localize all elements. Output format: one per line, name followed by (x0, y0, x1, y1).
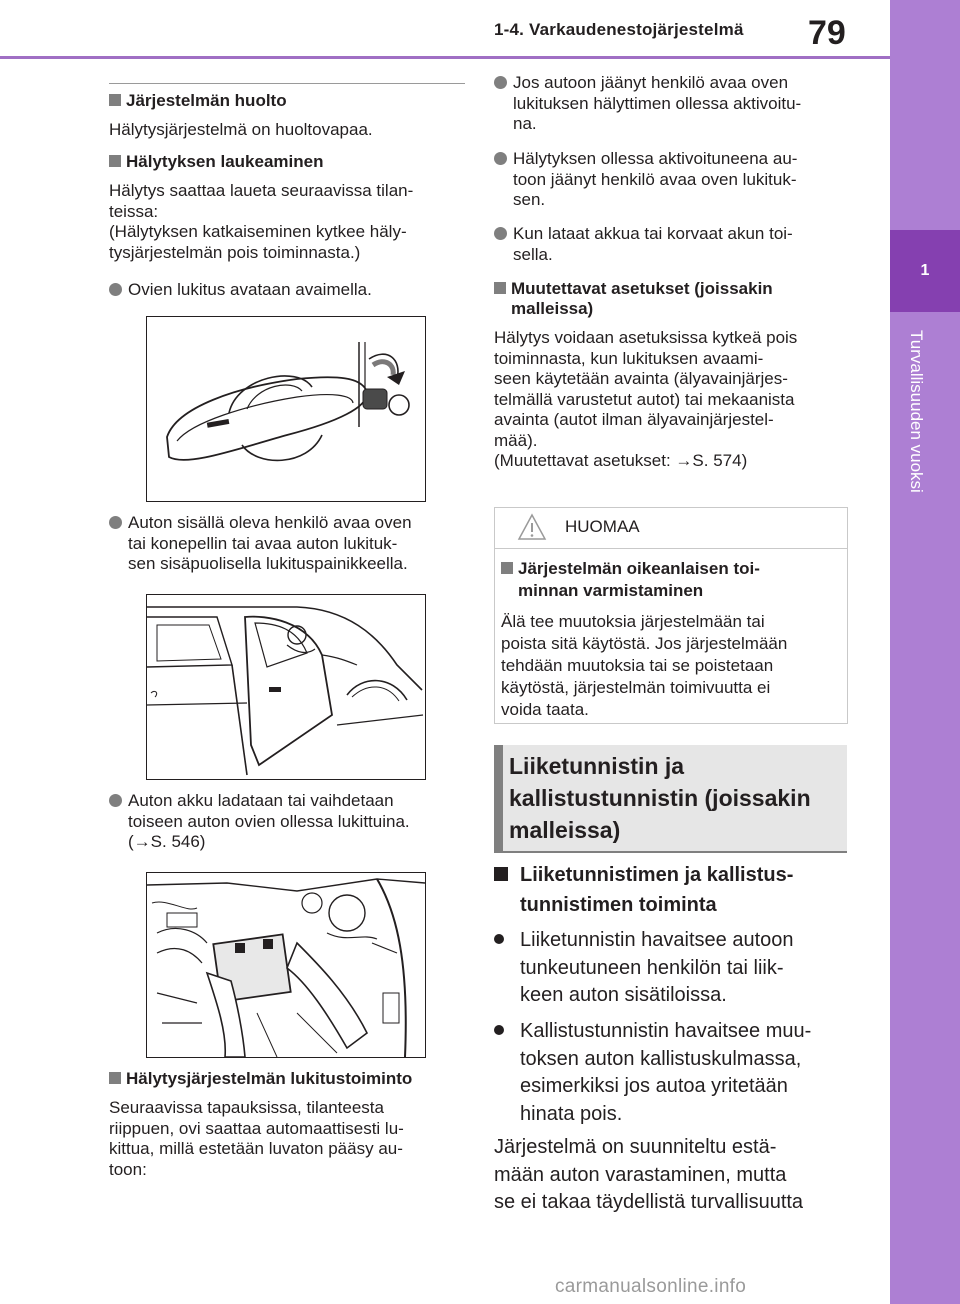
page-number: 79 (808, 14, 846, 52)
car-open-door-illustration (146, 594, 426, 780)
round-bullet-icon (494, 227, 507, 240)
notice-title: HUOMAA (565, 517, 640, 536)
section-maintenance-title: Järjestelmän huolto (109, 91, 467, 111)
round-bullet-icon (109, 283, 122, 296)
round-bullet-icon (494, 152, 507, 165)
bullet-battery-charged: Auton akku ladataan tai vaihdetaan toiseen auton ovien ollessa lukittuina. (→S. 546) (109, 791, 486, 853)
section-header: 1-4. Varkaudenestojärjestelmä (494, 20, 744, 39)
section-customization-body: Hälytys voidaan asetuksissa kytkeä pois toiminnasta, kun lukituksen avaami- seen käytetään avainta (älyavainjärjes- telmällä varustetut autot) tai mekaanista avainta (autot ilman älyavainjärjestel- mää). (Muutettavat asetukset: →S. 574) (494, 328, 798, 470)
square-bullet-icon (501, 562, 513, 574)
door-handle-key-illustration (146, 316, 426, 502)
header-rule (0, 56, 890, 59)
warning-triangle-icon (517, 513, 547, 541)
notice-box (494, 507, 848, 724)
notice-body: Älä tee muutoksia järjestelmään tai poista sitä käytöstä. Jos järjestelmään tehdään muutoksia tai se poistetaan käytöstä, järjestelmän toimivuutta ei voida taata. (501, 612, 788, 719)
chapter-label (906, 330, 930, 550)
section-maintenance-body: Hälytysjärjestelmä on huoltovapaa. (109, 120, 373, 139)
round-bullet-icon (494, 1025, 504, 1035)
chapter-label-text: Turvallisuuden vuoksi (907, 330, 926, 493)
heading-accent-bar (494, 745, 503, 851)
bullet-tilt-sensor: Kallistustunnistin havaitsee muu- toksen auton kallistuskulmassa, esimerkiksi jos autoa yritetään hinata pois. (494, 1018, 880, 1128)
round-bullet-icon (109, 794, 122, 807)
square-bullet-icon (109, 155, 121, 167)
round-bullet-icon (109, 516, 122, 529)
section-triggering-title: Hälytyksen laukeaminen (109, 152, 467, 172)
motion-sensor-body: Järjestelmä on suunniteltu estä- mään auton varastaminen, mutta se ei takaa täydellistä turvallisuutta (494, 1136, 804, 1213)
notice-header (495, 508, 847, 549)
round-bullet-icon (494, 76, 507, 89)
bullet-unlock-key: Ovien lukitus avataan avaimella. (109, 280, 486, 301)
square-bullet-icon (109, 1072, 121, 1084)
section-auto-lock-body: Seuraavissa tapauksissa, tilanteesta riippuen, ovi saattaa automaattisesti lu- kittua, millä estetään luvaton pääsy au- toon: (109, 1098, 404, 1179)
section-triggering-body: Hälytys saattaa laueta seuraavissa tilan- teissa: (Hälytyksen katkaiseminen kytkee häly- tysjärjestelmän pois toiminnasta.) (109, 181, 414, 262)
watermark: carmanualsonline.info (555, 1276, 747, 1297)
section-auto-lock-title: Hälytysjärjestelmän lukitustoiminto (109, 1069, 467, 1089)
left-top-rule (109, 83, 465, 84)
square-bullet-icon (494, 282, 506, 294)
bullet-alarm-activated-opens: Hälytyksen ollessa aktivoituneena au- toon jäänyt henkilö avaa oven lukituk- sen. (494, 149, 873, 211)
bullet-motion-sensor: Liiketunnistin havaitsee autoon tunkeutuneen henkilön tai liik- keen auton sisätiloissa. (494, 927, 880, 1010)
bullet-inside-opens-door: Auton sisällä oleva henkilö avaa oven tai konepellin tai avaa auton lukituk- sen sisäpuolisella lukituspainikkeella. (109, 513, 486, 575)
bullet-charging-battery: Kun lataat akkua tai korvaat akun toi- sella. (494, 224, 873, 265)
section-customization-title: Muutettavat asetukset (joissakin malleissa) (494, 279, 871, 319)
notice-section-title: Järjestelmän oikeanlaisen toi- minnan varmistaminen (501, 558, 858, 602)
motion-sensor-heading: Liiketunnistin ja kallistustunnistin (joissakin malleissa) (509, 753, 811, 843)
motion-sensor-heading-box (494, 745, 847, 853)
section-sensor-operation-title: Liiketunnistimen ja kallistus- tunnistimen toiminta (494, 860, 880, 920)
square-bullet-icon (109, 94, 121, 106)
bullet-person-left-opens: Jos autoon jäänyt henkilö avaa oven lukituksen hälyttimen ollessa aktivoitu- na. (494, 73, 873, 135)
round-bullet-icon (494, 934, 504, 944)
engine-battery-illustration (146, 872, 426, 1058)
chapter-number-tab: 1 (890, 230, 960, 312)
square-bullet-icon (494, 867, 508, 881)
chapter-side-tab (890, 0, 960, 1304)
